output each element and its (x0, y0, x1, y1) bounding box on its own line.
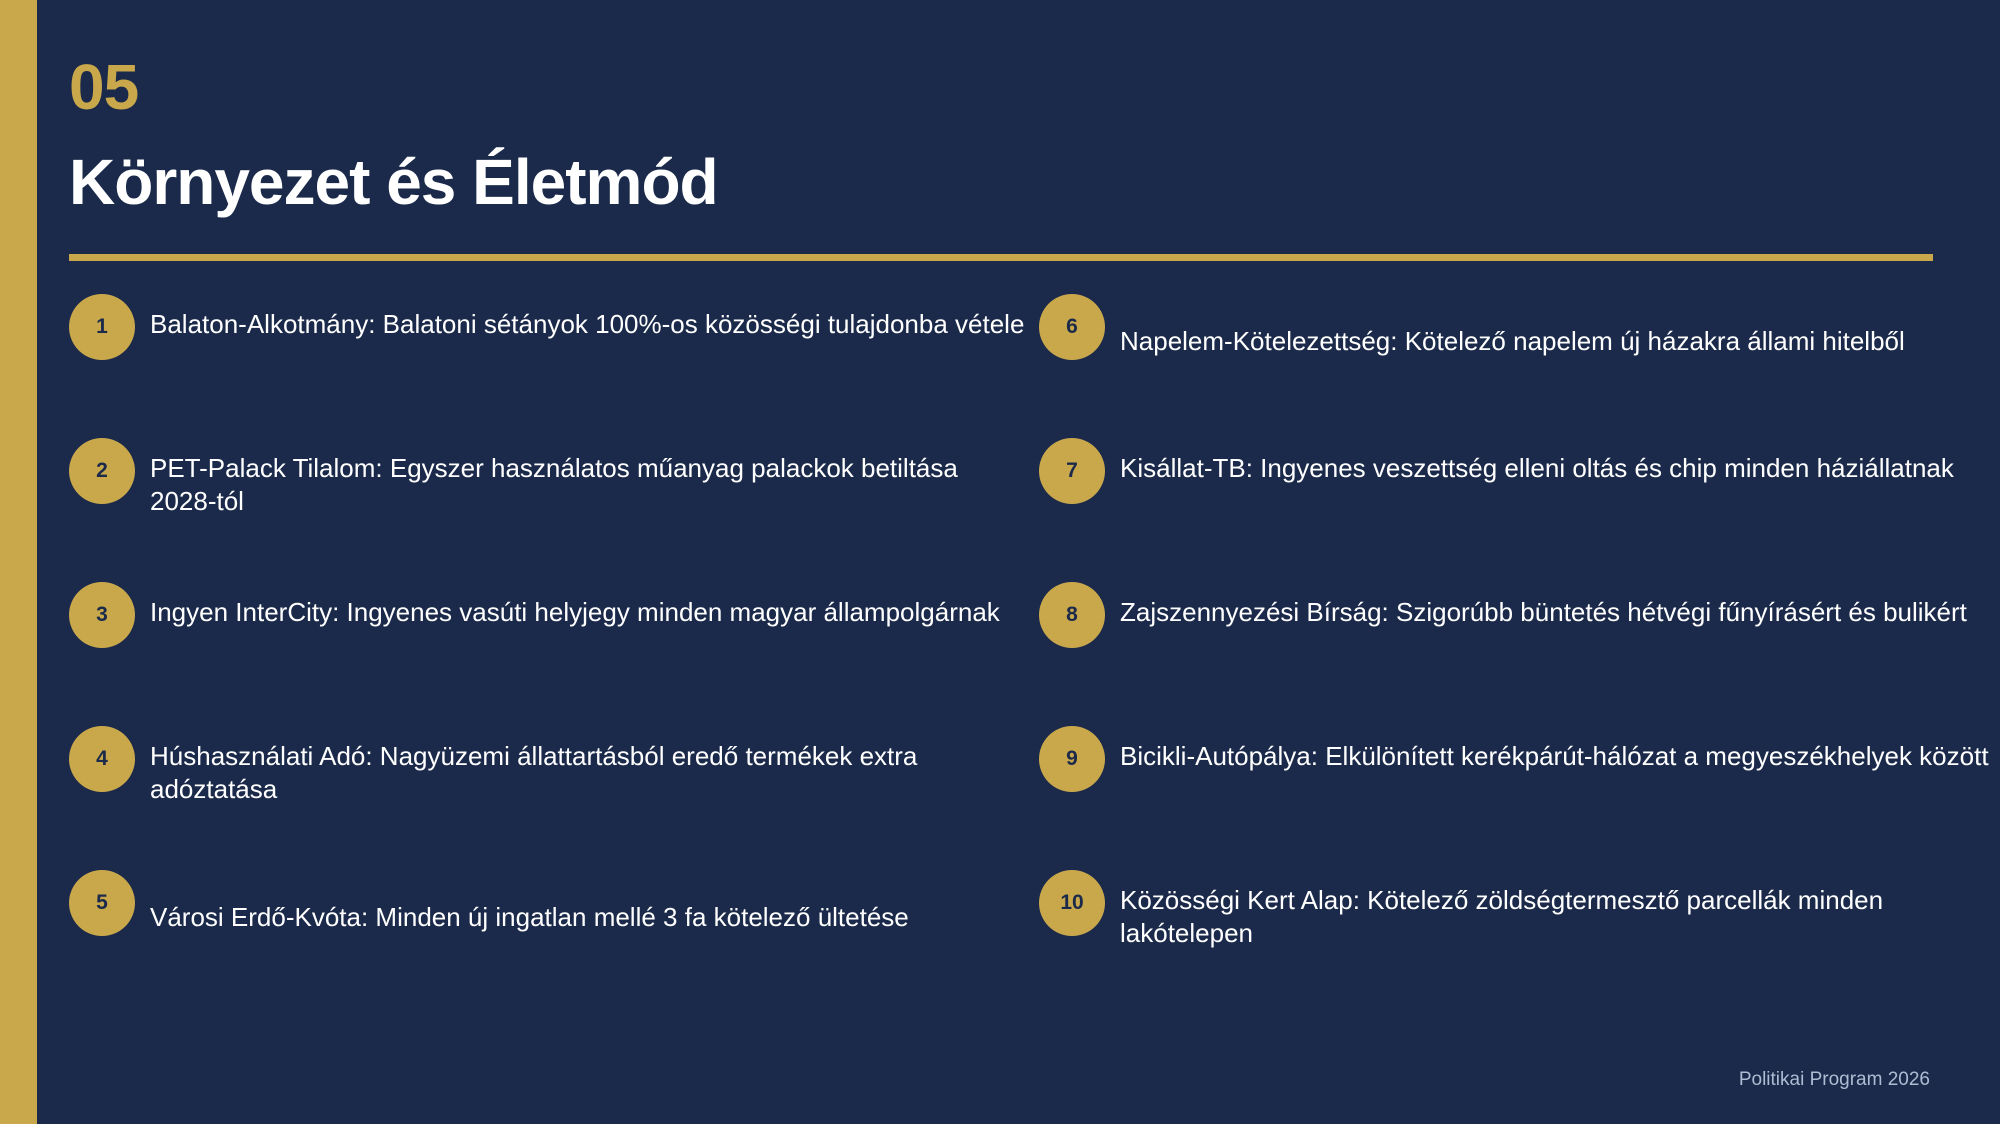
item-text: PET-Palack Tilalom: Egyszer használatos műanyag palackok betiltása 2028-tól (150, 453, 958, 516)
item-text: Balaton-Alkotmány: Balatoni sétányok 100%-os közösségi tulajdonba vétele (150, 309, 1025, 339)
page-title: Környezet és Életmód (69, 146, 718, 218)
section-number: 05 (69, 51, 139, 123)
item-text: Közösségi Kert Alap: Kötelező zöldségtermesztő parcellák minden lakótelepen (1120, 885, 1884, 948)
item-text: Bicikli-Autópálya: Elkülönített kerékpárút-hálózat a megyeszékhelyek között (1120, 741, 1989, 771)
item-text: Húshasználati Adó: Nagyüzemi állattartásból eredő termékek extra adóztatása (150, 741, 918, 804)
item-text: Városi Erdő-Kvóta: Minden új ingatlan mellé 3 fa kötelező ültetése (150, 902, 909, 932)
item-number-badge: 3 (69, 582, 135, 648)
item-text: Kisállat-TB: Ingyenes veszettség elleni oltás és chip minden háziállatnak (1120, 453, 1954, 483)
item-number-badge: 4 (69, 726, 135, 792)
item-number-badge: 10 (1039, 870, 1105, 936)
footer-text: Politikai Program 2026 (1738, 1069, 1930, 1090)
item-number-badge: 5 (69, 870, 135, 936)
item-number-badge: 2 (69, 438, 135, 504)
item-number-badge: 6 (1039, 294, 1105, 360)
item-text: Zajszennyezési Bírság: Szigorúbb büntetés hétvégi fűnyírásért és bulikért (1120, 597, 1967, 627)
accent-bar (0, 0, 37, 1124)
item-text: Napelem-Kötelezettség: Kötelező napelem új házakra állami hitelből (1120, 326, 1905, 356)
item-text: Ingyen InterCity: Ingyenes vasúti helyjegy minden magyar állampolgárnak (150, 597, 1000, 627)
item-number-badge: 8 (1039, 582, 1105, 648)
title-divider (69, 254, 1933, 261)
item-number-badge: 1 (69, 294, 135, 360)
item-number-badge: 9 (1039, 726, 1105, 792)
item-number-badge: 7 (1039, 438, 1105, 504)
